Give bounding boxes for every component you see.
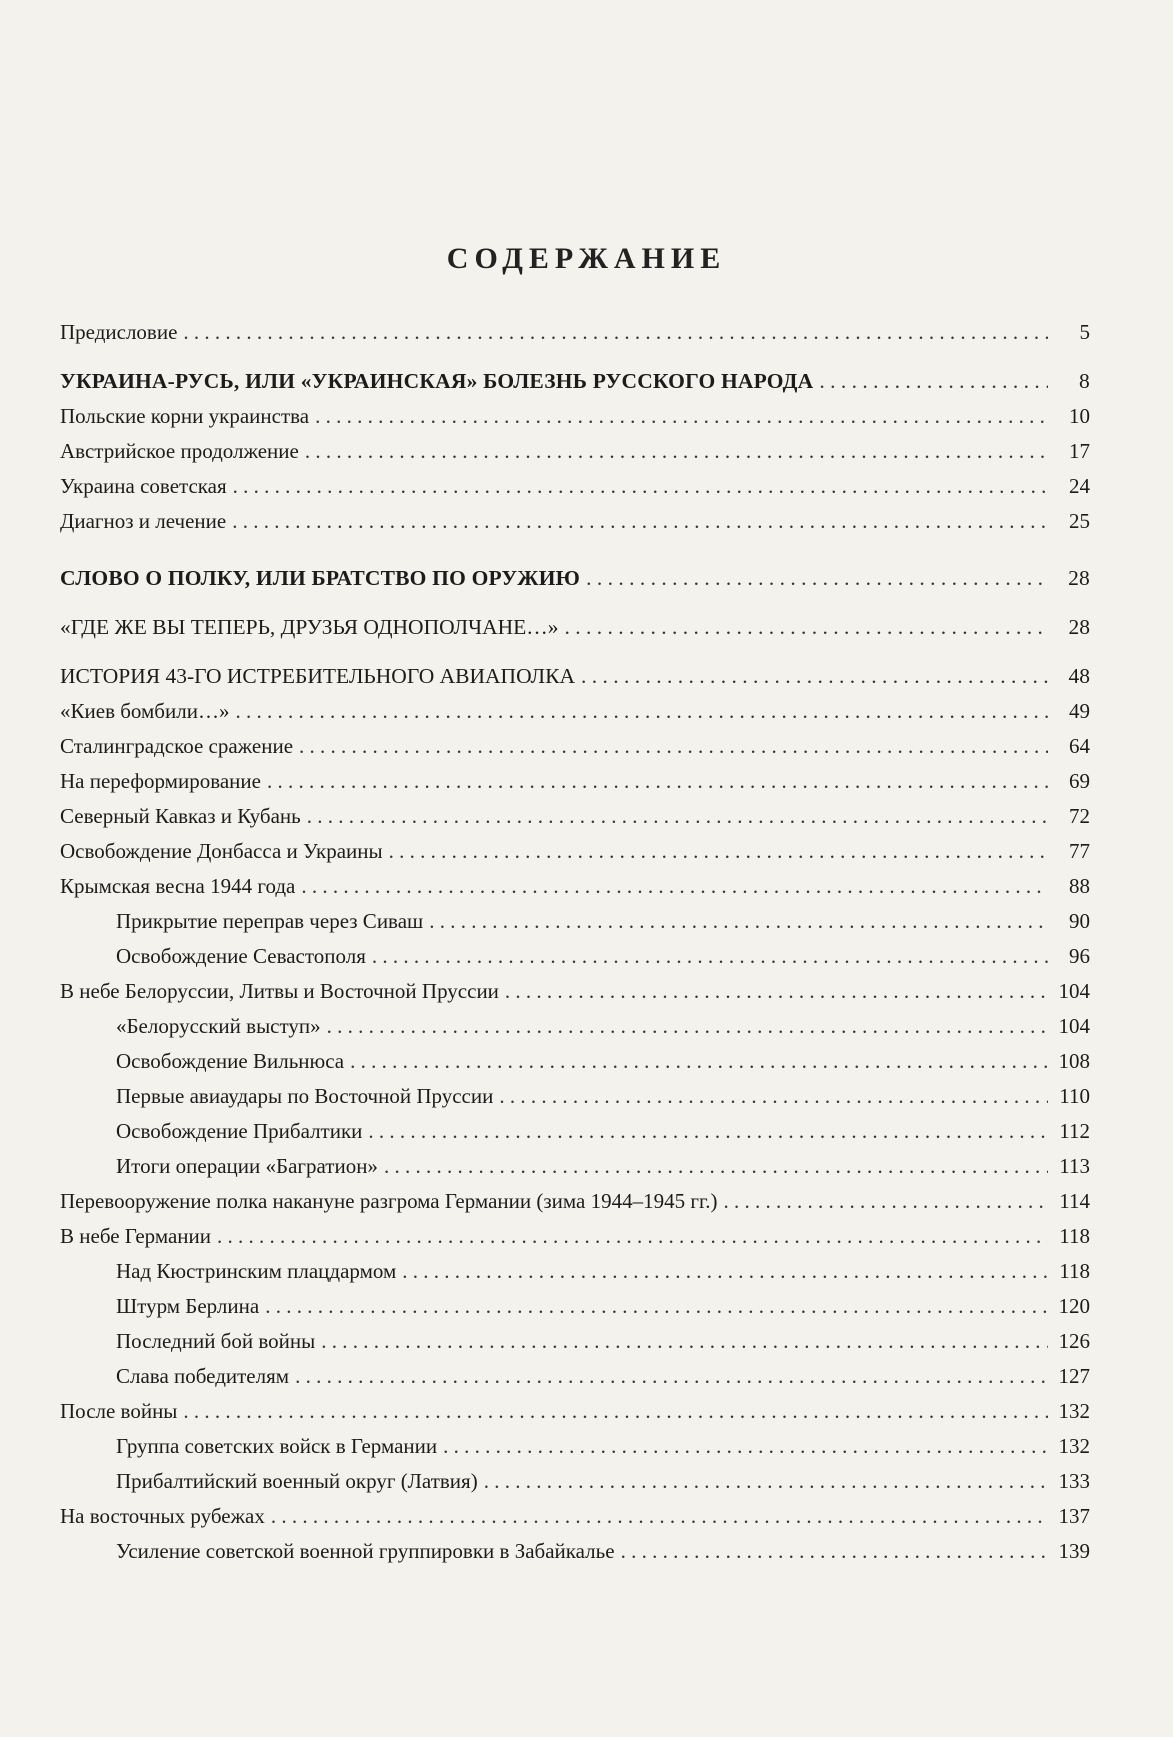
toc-entry-label: Освобождение Прибалтики <box>116 1119 363 1143</box>
dot-leader <box>233 474 1048 499</box>
toc-subentry <box>60 1434 1090 1469</box>
toc-entry <box>60 509 1090 544</box>
toc-entry <box>60 979 1090 1014</box>
dot-leader <box>321 1329 1048 1354</box>
toc-page-number: 126 <box>1058 1329 1090 1353</box>
toc-subentry <box>60 1119 1090 1154</box>
dot-leader <box>271 1504 1048 1529</box>
dot-leader <box>505 979 1048 1004</box>
dot-leader <box>586 566 1048 591</box>
dot-leader <box>315 404 1048 429</box>
dot-leader <box>368 1119 1048 1144</box>
dot-leader <box>499 1084 1048 1109</box>
toc-entry-label: Освобождение Донбасса и Украины <box>60 839 383 863</box>
table-of-contents <box>60 320 1090 1574</box>
toc-page-number: 49 <box>1069 699 1090 723</box>
toc-entry <box>60 1399 1090 1434</box>
toc-page-number: 88 <box>1069 874 1090 898</box>
toc-page-number: 104 <box>1058 1014 1090 1038</box>
toc-entry-label: Перевооружение полка накануне разгрома Германии (зима 1944–1945 гг.) <box>60 1189 718 1213</box>
dot-leader <box>299 734 1048 759</box>
dot-leader <box>484 1469 1048 1494</box>
toc-page-number: 114 <box>1059 1189 1090 1213</box>
toc-entry-label: Крымская весна 1944 года <box>60 874 296 898</box>
toc-subentry <box>60 1364 1090 1399</box>
toc-page-number: 69 <box>1069 769 1090 793</box>
toc-entry-label: Усиление советской военной группировки в Забайкалье <box>116 1539 615 1563</box>
toc-page-number: 77 <box>1069 839 1090 863</box>
dot-leader <box>384 1154 1048 1179</box>
toc-entry-label: В небе Белоруссии, Литвы и Восточной Пруссии <box>60 979 499 1003</box>
toc-subentry <box>60 1049 1090 1084</box>
toc-page-number: 118 <box>1059 1224 1090 1248</box>
dot-leader <box>183 320 1048 345</box>
dot-leader <box>429 909 1048 934</box>
toc-entry-label: Освобождение Вильнюса <box>116 1049 345 1073</box>
dot-leader <box>267 769 1048 794</box>
toc-entry <box>60 1504 1090 1539</box>
dot-leader <box>295 1364 1048 1389</box>
toc-entry <box>60 839 1090 874</box>
toc-entry-label: На переформирование <box>60 769 261 793</box>
toc-entry <box>60 439 1090 474</box>
toc-subentry <box>60 1294 1090 1329</box>
dot-leader <box>301 874 1048 899</box>
toc-entry-label: Прибалтийский военный округ (Латвия) <box>116 1469 478 1493</box>
toc-entry-label: В небе Германии <box>60 1224 212 1248</box>
toc-subentry <box>60 1259 1090 1294</box>
toc-entry <box>60 734 1090 769</box>
toc-entry-label: ИСТОРИЯ 43-ГО ИСТРЕБИТЕЛЬНОГО АВИАПОЛКА <box>60 664 575 688</box>
dot-leader <box>723 1189 1048 1214</box>
toc-subentry <box>60 909 1090 944</box>
page-title: СОДЕРЖАНИЕ <box>446 242 727 275</box>
dot-leader <box>183 1399 1048 1424</box>
toc-page-number: 108 <box>1058 1049 1090 1073</box>
toc-page-number: 72 <box>1069 804 1090 828</box>
toc-page-number: 137 <box>1058 1504 1090 1528</box>
toc-entry <box>60 804 1090 839</box>
toc-page-number: 112 <box>1059 1119 1090 1143</box>
dot-leader <box>389 839 1048 864</box>
dot-leader <box>265 1294 1048 1319</box>
toc-page-number: 90 <box>1069 909 1090 933</box>
toc-page-number: 104 <box>1058 979 1090 1003</box>
dot-leader <box>565 615 1048 640</box>
toc-page-number: 17 <box>1069 439 1090 463</box>
toc-entry-label: Австрийское продолжение <box>60 439 299 463</box>
dot-leader <box>402 1259 1048 1284</box>
toc-entry-label: УКРАИНА-РУСЬ, ИЛИ «УКРАИНСКАЯ» БОЛЕЗНЬ РУССКОГО НАРОДА <box>60 369 814 393</box>
dot-leader <box>621 1539 1048 1564</box>
toc-entry-label: На восточных рубежах <box>60 1504 265 1528</box>
toc-subentry <box>60 944 1090 979</box>
toc-page-number: 133 <box>1058 1469 1090 1493</box>
toc-entry-label: Предисловие <box>60 320 178 344</box>
toc-section-heading <box>60 615 1090 650</box>
dot-leader <box>350 1049 1048 1074</box>
dot-leader <box>819 369 1048 394</box>
toc-page-number: 48 <box>1068 664 1090 688</box>
toc-entry <box>60 874 1090 909</box>
toc-page-number: 96 <box>1069 944 1090 968</box>
toc-subentry <box>60 1154 1090 1189</box>
toc-entry <box>60 1224 1090 1259</box>
toc-subentry <box>60 1539 1090 1574</box>
toc-entry <box>60 474 1090 509</box>
toc-page-number: 5 <box>1079 320 1090 344</box>
toc-entry-label: Штурм Берлина <box>116 1294 260 1318</box>
toc-entry-label: Освобождение Севастополя <box>116 944 366 968</box>
toc-page-number: 127 <box>1058 1364 1090 1388</box>
toc-page-number: 132 <box>1058 1434 1090 1458</box>
toc-page-number: 28 <box>1068 615 1090 639</box>
toc-page-number: 118 <box>1059 1259 1090 1283</box>
dot-leader <box>443 1434 1048 1459</box>
toc-page-number: 132 <box>1058 1399 1090 1423</box>
toc-entry-label: Над Кюстринским плацдармом <box>116 1259 397 1283</box>
toc-section-heading <box>60 664 1090 699</box>
toc-part-heading <box>60 369 1090 404</box>
dot-leader <box>307 804 1048 829</box>
toc-page-number: 24 <box>1069 474 1090 498</box>
dot-leader <box>235 699 1048 724</box>
toc-entry-label: Украина советская <box>60 474 227 498</box>
dot-leader <box>327 1014 1048 1039</box>
toc-page-number: 139 <box>1058 1539 1090 1563</box>
toc-page-number: 120 <box>1058 1294 1090 1318</box>
toc-entry-label: Северный Кавказ и Кубань <box>60 804 301 828</box>
toc-subentry <box>60 1014 1090 1049</box>
toc-entry-label: СЛОВО О ПОЛКУ, ИЛИ БРАТСТВО ПО ОРУЖИЮ <box>60 566 581 590</box>
toc-entry-label: «ГДЕ ЖЕ ВЫ ТЕПЕРЬ, ДРУЗЬЯ ОДНОПОЛЧАНЕ…» <box>60 615 559 639</box>
dot-leader <box>232 509 1048 534</box>
dot-leader <box>305 439 1048 464</box>
dot-leader <box>217 1224 1048 1249</box>
toc-entry <box>60 320 1090 355</box>
toc-page-number: 113 <box>1059 1154 1090 1178</box>
toc-entry-label: Прикрытие переправ через Сиваш <box>116 909 424 933</box>
toc-page-number: 8 <box>1079 369 1090 393</box>
toc-subentry <box>60 1329 1090 1364</box>
toc-entry-label: После войны <box>60 1399 178 1423</box>
toc-entry-label: Первые авиаудары по Восточной Пруссии <box>116 1084 494 1108</box>
toc-page-number: 110 <box>1059 1084 1090 1108</box>
toc-page-number: 28 <box>1068 566 1090 590</box>
toc-page-number: 25 <box>1069 509 1090 533</box>
toc-subentry <box>60 1084 1090 1119</box>
toc-entry-label: Диагноз и лечение <box>60 509 227 533</box>
toc-entry <box>60 699 1090 734</box>
toc-entry-label: «Киев бомбили…» <box>60 699 230 723</box>
toc-entry-label: Группа советских войск в Германии <box>116 1434 438 1458</box>
toc-page-number: 10 <box>1069 404 1090 428</box>
toc-entry-label: «Белорусский выступ» <box>116 1014 321 1038</box>
dot-leader <box>581 664 1048 689</box>
toc-page-number: 64 <box>1069 734 1090 758</box>
toc-subentry <box>60 1469 1090 1504</box>
toc-entry-label: Сталинградское сражение <box>60 734 294 758</box>
toc-entry-label: Слава победителям <box>116 1364 290 1388</box>
toc-part-heading <box>60 566 1090 601</box>
dot-leader <box>372 944 1048 969</box>
toc-entry-label: Итоги операции «Багратион» <box>116 1154 378 1178</box>
toc-entry-label: Последний бой войны <box>116 1329 316 1353</box>
toc-entry <box>60 769 1090 804</box>
toc-entry-label: Польские корни украинства <box>60 404 310 428</box>
toc-entry <box>60 404 1090 439</box>
toc-entry <box>60 1189 1090 1224</box>
